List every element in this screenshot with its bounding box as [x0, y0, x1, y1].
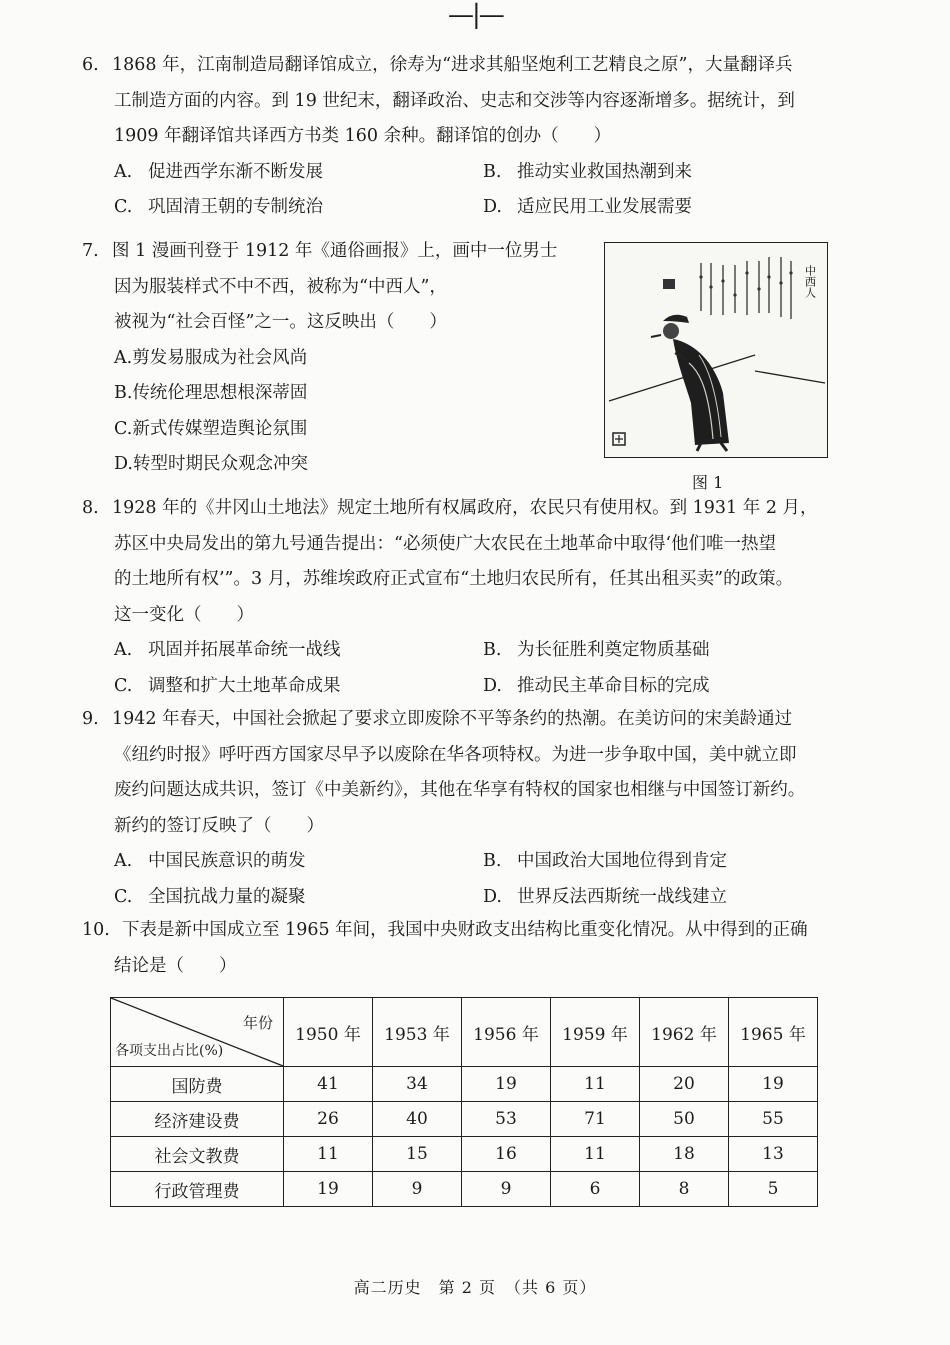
question-stem-line: 1909 年翻译馆共译西方书类 160 余种。翻译馆的创办（ ）	[114, 126, 612, 146]
year-header: 1950 年	[284, 998, 373, 1067]
table-cell: 15	[373, 1137, 462, 1172]
table-cell: 11	[284, 1137, 373, 1172]
option-a[interactable]: A. 促进西学东渐不断发展	[114, 161, 323, 182]
table-row	[111, 1172, 818, 1207]
option-b[interactable]: B. 传统伦理思想根深蒂固	[114, 383, 308, 403]
table-cell: 41	[284, 1067, 373, 1102]
option-a[interactable]: A. 巩固并拓展革命统一战线	[114, 640, 341, 660]
table-cell: 71	[551, 1102, 640, 1137]
corner-year-label: 年份	[242, 1014, 273, 1032]
year-header: 1962 年	[640, 998, 729, 1067]
option-b[interactable]: B. 推动实业救国热潮到来	[483, 161, 692, 182]
expenditure-table	[110, 997, 818, 1207]
question-number: 9.	[82, 709, 99, 729]
table-cell: 9	[373, 1172, 462, 1207]
table-cell: 20	[640, 1067, 729, 1102]
question-stem-line: 苏区中央局发出的第九号通告提出：“必须使广大农民在土地革命中取得‘他们唯一热望	[114, 533, 777, 554]
options	[114, 155, 852, 226]
question-7	[82, 234, 582, 483]
option-d[interactable]: D. 适应民用工业发展需要	[483, 197, 692, 217]
option-c[interactable]: C. 调整和扩大土地革命成果	[114, 675, 341, 696]
question-stem-line: 被视为“社会百怪”之一。这反映出（ ）	[114, 312, 447, 332]
table-cell: 19	[462, 1067, 551, 1102]
table-cell: 5	[729, 1172, 818, 1207]
question-number: 6.	[82, 55, 99, 75]
table-cell: 11	[551, 1137, 640, 1172]
table-corner-cell	[111, 998, 284, 1067]
question-stem-line: 的土地所有权’”。3 月，苏维埃政府正式宣布“土地归农民所有，任其出租买卖”的政策。	[114, 569, 794, 589]
question-6	[82, 48, 852, 226]
table-cell: 6	[551, 1172, 640, 1207]
table-row	[111, 1137, 818, 1172]
row-label: 行政管理费	[111, 1172, 284, 1207]
question-number: 8.	[82, 498, 99, 518]
question-stem-line: 这一变化（ ）	[114, 604, 254, 625]
option-d[interactable]: D. 转型时期民众观念冲突	[114, 454, 308, 474]
question-8	[82, 491, 852, 704]
option-b[interactable]: B. 中国政治大国地位得到肯定	[483, 851, 727, 871]
year-header: 1953 年	[373, 998, 462, 1067]
question-stem-line: 废约问题达成共识，签订《中美新约》，其他在华享有特权的国家也相继与中国签订新约。	[114, 780, 806, 800]
figure-caption: 图 1	[692, 473, 724, 492]
cartoon-illustration	[605, 243, 827, 457]
table-cell: 55	[729, 1102, 818, 1137]
option-c[interactable]: C. 全国抗战力量的凝聚	[114, 886, 306, 907]
question-stem-line: 1942 年春天，中国社会掀起了要求立即废除不平等条约的热潮。在美访问的宋美龄通过	[112, 709, 793, 729]
option-c[interactable]: C. 巩固清王朝的专制统治	[114, 197, 323, 217]
table-cell: 53	[462, 1102, 551, 1137]
option-c[interactable]: C. 新式传媒塑造舆论氛围	[114, 418, 308, 439]
table-cell: 8	[640, 1172, 729, 1207]
option-d[interactable]: D. 推动民主革命目标的完成	[483, 675, 710, 696]
options	[114, 844, 852, 915]
question-stem-line: 图 1 漫画刊登于 1912 年《通俗画报》上，画中一位男士	[112, 241, 558, 261]
table-cell: 16	[462, 1137, 551, 1172]
cartoon-figure	[604, 242, 828, 458]
table-cell: 34	[373, 1067, 462, 1102]
table-cell: 9	[462, 1172, 551, 1207]
question-stem-line: 因为服装样式不中不西，被称为“中西人”，	[114, 276, 447, 297]
option-a[interactable]: A. 剪发易服成为社会风尚	[114, 347, 308, 368]
top-mark: —|—	[448, 0, 503, 30]
question-stem-line: 下表是新中国成立至 1965 年间，我国中央财政支出结构比重变化情况。从中得到的正确	[122, 920, 808, 940]
page-footer: 高二历史 第 2 页 （共 6 页）	[353, 1278, 597, 1297]
table-cell: 19	[729, 1067, 818, 1102]
table-cell: 13	[729, 1137, 818, 1172]
cartoon-title: 中西人	[803, 265, 817, 298]
table-row	[111, 1102, 818, 1137]
question-stem-line: 新约的签订反映了（ ）	[114, 815, 324, 836]
question-9	[82, 702, 852, 915]
table-cell: 50	[640, 1102, 729, 1137]
table-row	[111, 1067, 818, 1102]
year-header: 1956 年	[462, 998, 551, 1067]
table-cell: 19	[284, 1172, 373, 1207]
options	[114, 341, 582, 483]
table-cell: 26	[284, 1102, 373, 1137]
row-label: 社会文教费	[111, 1137, 284, 1172]
table-header-row	[111, 998, 818, 1067]
question-10	[82, 913, 852, 984]
row-label: 经济建设费	[111, 1102, 284, 1137]
corner-item-label: 各项支出占比(%)	[115, 1043, 224, 1059]
question-stem-line: 结论是（ ）	[114, 955, 237, 976]
table-cell: 18	[640, 1137, 729, 1172]
table-cell: 11	[551, 1067, 640, 1102]
table-cell: 40	[373, 1102, 462, 1137]
year-header: 1965 年	[729, 998, 818, 1067]
year-header: 1959 年	[551, 998, 640, 1067]
question-stem-line: 1928 年的《井冈山土地法》规定土地所有权属政府，农民只有使用权。到 1931 年 2 月，	[112, 498, 818, 518]
question-stem-line: 《纽约时报》呼吁西方国家尽早予以废除在华各项特权。为进一步争取中国，美中就立即	[114, 744, 797, 765]
option-b[interactable]: B. 为长征胜利奠定物质基础	[483, 640, 710, 660]
question-number: 10.	[82, 920, 110, 940]
question-stem-line: 1868 年，江南制造局翻译馆成立，徐寿为“进求其船坚炮利工艺精良之原”，大量翻译兵	[112, 55, 793, 75]
options	[114, 633, 852, 704]
option-a[interactable]: A. 中国民族意识的萌发	[114, 851, 306, 871]
question-number: 7.	[82, 241, 99, 261]
row-label: 国防费	[111, 1067, 284, 1102]
option-d[interactable]: D. 世界反法西斯统一战线建立	[483, 886, 727, 907]
question-stem-line: 工制造方面的内容。到 19 世纪末，翻译政治、史志和交涉等内容逐渐增多。据统计，到	[114, 90, 795, 111]
